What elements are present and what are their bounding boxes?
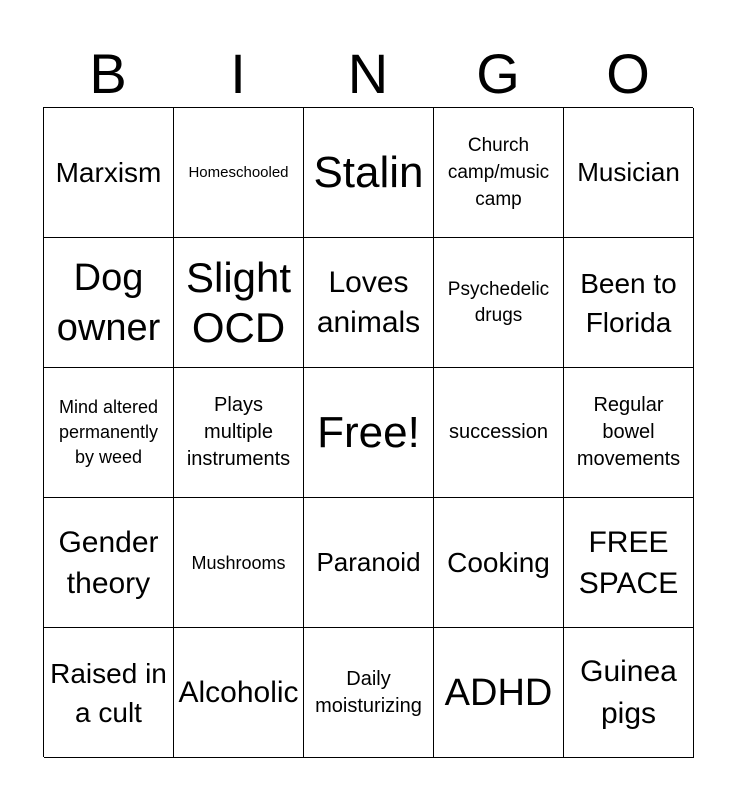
cell-label: Mind altered permanently by weed	[58, 397, 159, 467]
bingo-cell free-cell[interactable]	[304, 368, 434, 498]
cell-label: succession	[449, 421, 548, 443]
cell-label: Regular bowel movements	[576, 394, 681, 470]
bingo-cell[interactable]	[564, 628, 694, 758]
cell-label: Free!	[317, 407, 420, 457]
cell-label: Guinea pigs	[580, 654, 677, 730]
bingo-grid	[43, 107, 693, 757]
bingo-cell[interactable]	[304, 108, 434, 238]
bingo-cell[interactable]	[434, 498, 564, 628]
cell-label: Daily moisturizing	[315, 667, 422, 717]
bingo-cell[interactable]	[174, 108, 304, 238]
header-letter-i: I	[230, 42, 246, 105]
bingo-cell[interactable]	[174, 238, 304, 368]
cell-label: Mushrooms	[191, 552, 286, 573]
cell-label: Dog owner	[56, 256, 161, 349]
cell-label: Plays multiple instruments	[186, 394, 291, 470]
cell-label: Slight OCD	[185, 253, 292, 351]
cell-label: Raised in a cult	[50, 657, 167, 728]
cell-label: Church camp/music camp	[447, 135, 550, 210]
bingo-cell[interactable]	[304, 498, 434, 628]
bingo-cell[interactable]	[564, 368, 694, 498]
bingo-cell[interactable]	[44, 368, 174, 498]
bingo-cell[interactable]	[174, 628, 304, 758]
cell-label: Alcoholic	[178, 675, 299, 709]
cell-label: ADHD	[444, 671, 553, 714]
bingo-cell[interactable]	[434, 368, 564, 498]
bingo-cell[interactable]	[174, 498, 304, 628]
bingo-cell[interactable]	[564, 108, 694, 238]
bingo-cell[interactable]	[174, 368, 304, 498]
cell-label: FREE SPACE	[578, 525, 679, 600]
cell-label: Cooking	[447, 547, 550, 578]
header-letter-n: N	[347, 42, 389, 105]
bingo-cell[interactable]	[44, 108, 174, 238]
bingo-cell[interactable]	[564, 498, 694, 628]
cell-label: Musician	[577, 157, 680, 187]
cell-label: Stalin	[313, 147, 424, 197]
header-letter-b: B	[89, 42, 127, 105]
cell-label: Paranoid	[316, 547, 421, 577]
header-letter-o: O	[606, 42, 650, 105]
cell-label: Psychedelic drugs	[447, 278, 550, 326]
cell-label: Marxism	[55, 157, 162, 188]
cell-label: Been to Florida	[580, 267, 677, 338]
bingo-cell[interactable]	[434, 108, 564, 238]
bingo-cell[interactable]	[304, 238, 434, 368]
bingo-cell[interactable]	[44, 238, 174, 368]
bingo-cell[interactable]	[564, 238, 694, 368]
bingo-cell[interactable]	[44, 628, 174, 758]
bingo-cell[interactable]	[434, 238, 564, 368]
cell-label: Homeschooled	[188, 163, 289, 181]
cell-label: Loves animals	[316, 265, 421, 339]
cell-label: Gender theory	[58, 525, 159, 600]
bingo-cell[interactable]	[304, 628, 434, 758]
bingo-cell[interactable]	[44, 498, 174, 628]
bingo-cell[interactable]	[434, 628, 564, 758]
bingo-header	[43, 40, 693, 108]
header-letter-g: G	[476, 42, 520, 105]
